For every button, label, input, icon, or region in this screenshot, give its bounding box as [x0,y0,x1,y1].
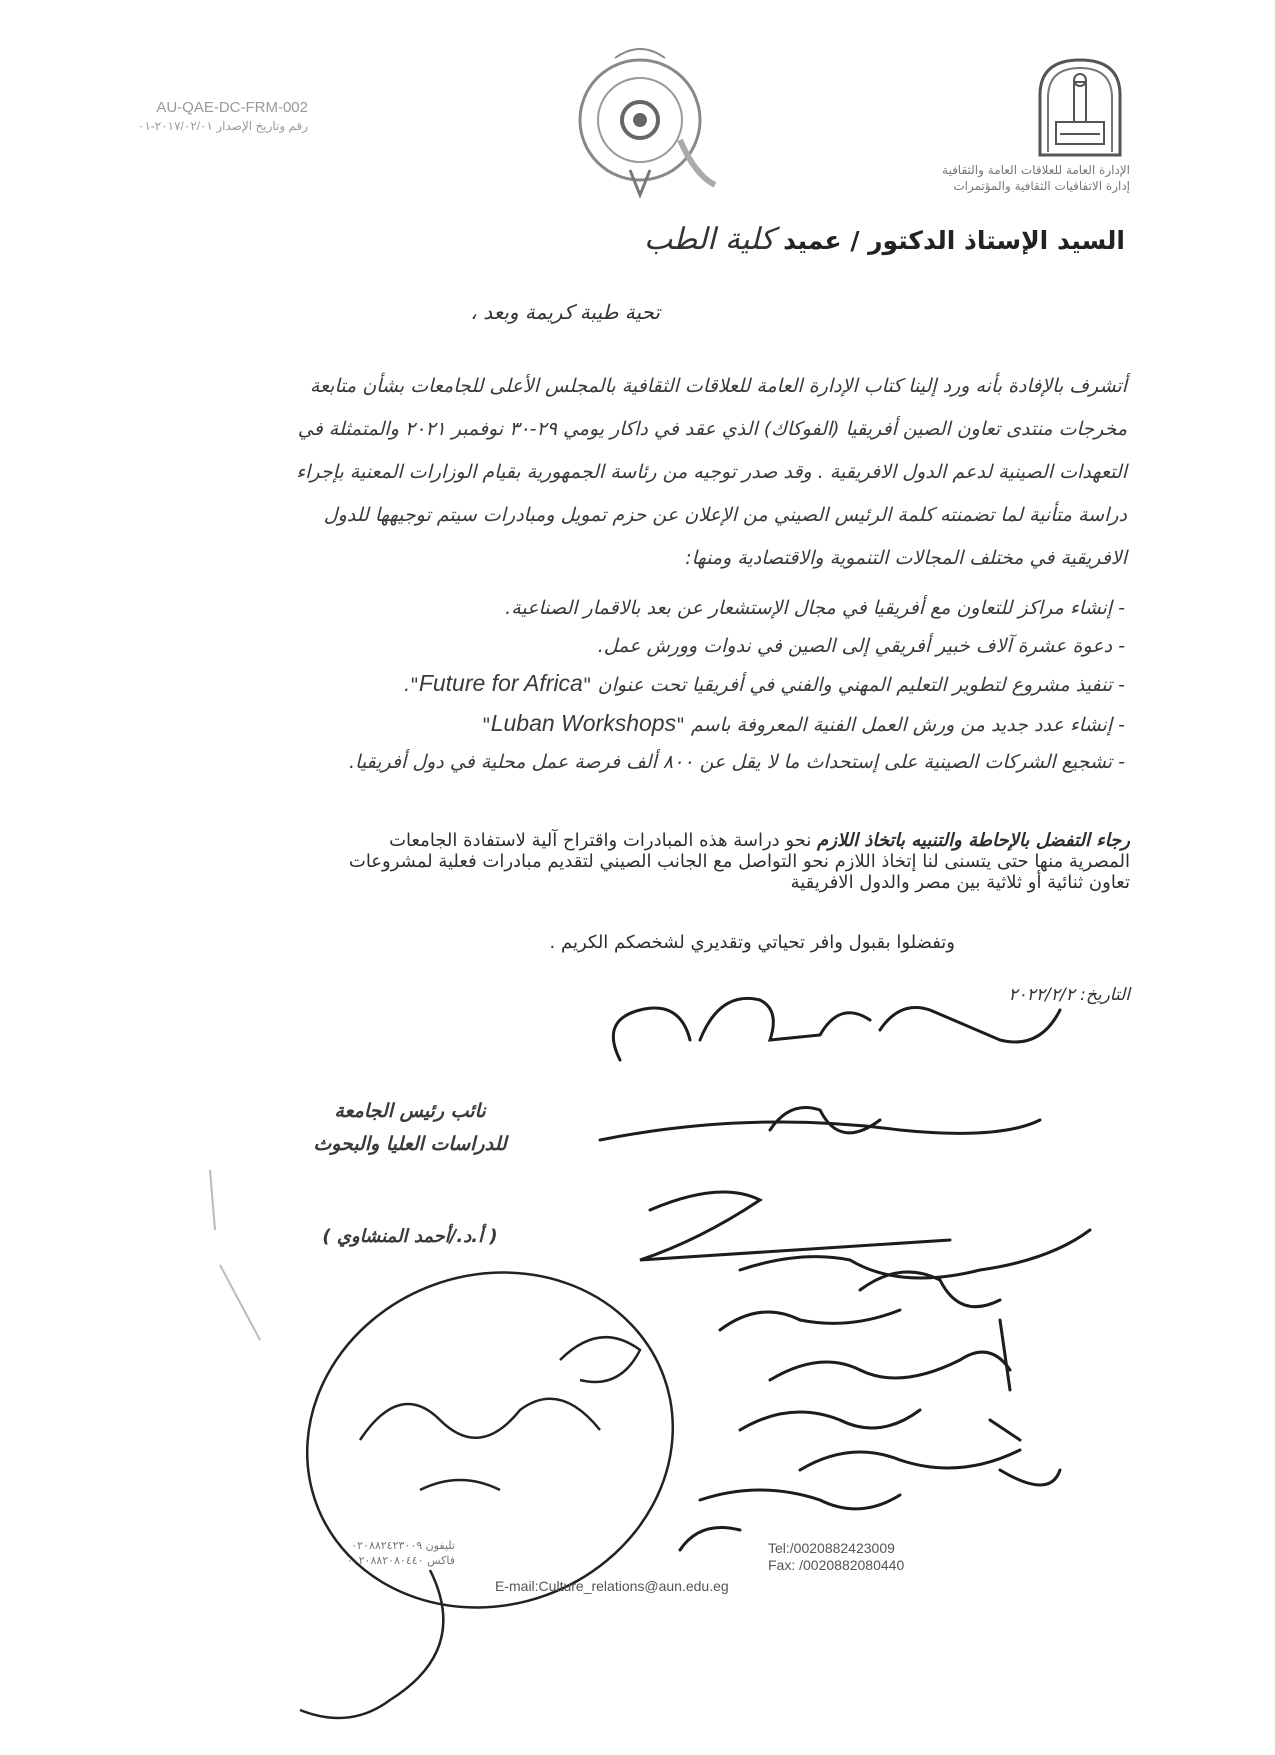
footer-email: E-mail:Culture_relations@aun.edu.eg [495,1578,729,1594]
department-line-1: الإدارة العامة للعلاقات العامة والثقافية [942,163,1130,177]
addressee-handwritten: كلية الطب [643,222,775,257]
list-item: - دعوة عشرة آلاف خبير أفريقي إلى الصين في ندوات وورش عمل. [597,634,1125,657]
list-item: - إنشاء عدد جديد من ورش العمل الفنية المعروفة باسم "Luban Workshops" [481,709,1125,736]
form-issue-date: رقم وتاريخ الإصدار ٢٠١٧/٠٢/٠١-٠١ [137,119,308,133]
signatory-name: ( أ.د./أحمد المنشاوي ) [322,1226,498,1247]
faint-marks [210,1170,260,1340]
closing-line-1: نحو دراسة هذه المبادرات واقتراح آلية لاستفادة الجامعات [389,830,818,851]
footer-tel: Tel:/0020882423009 [768,1540,895,1556]
body-line: الافريقية في مختلف المجالات التنموية والاقتصادية ومنها: [685,547,1127,569]
body-line: التعهدات الصينية لدعم الدول الافريقية . وقد صدر توجيه من رئاسة الجمهورية بقيام الوزارات المعنية بإجراء [296,461,1127,483]
closing-thanks: وتفضلوا بقبول وافر تحياتي وتقديري لشخصكم الكريم . [549,932,955,953]
body-line: مخرجات منتدى تعاون الصين أفريقيا (الفوكاك) الذي عقد في داكار يومي ٢٩-٣٠ نوفمبر ٢٠٢١ والمتمثلة في [297,418,1127,440]
closing-line-2: المصرية منها حتى يتسنى لنا إتخاذ اللازم نحو التواصل مع الجانب الصيني لتقديم مبادرات فعلية لمشروعات [348,851,1130,872]
list-item: - تنفيذ مشروع لتطوير التعليم المهني والفني في أفريقيا تحت عنوان "Future for Africa". [404,670,1125,696]
handwriting-signature [600,998,1090,1550]
closing-line-3: تعاون ثنائية أو ثلاثية بين مصر والدول الافريقية [790,872,1130,893]
signatory-title-line-1: نائب رئيس الجامعة [334,1100,486,1122]
footer-fax: Fax: /0020882080440 [768,1557,905,1573]
letter-date: التاريخ: ٢٠٢٢/٢/٢ [1008,985,1130,1005]
addressee-printed: السيد الإستاذ الدكتور / عميد [783,226,1125,255]
footer-phone-ar: تليفون ٠٢٠٨٨٢٤٢٣٠٠٩ [351,1539,455,1552]
footer-contact [768,1540,1008,1574]
closing-emphasis: رجاء التفضل بالإحاطة والتنبيه باتخاذ اللازم [817,830,1130,851]
form-code: AU-QAE-DC-FRM-002 [156,99,308,116]
greeting: تحية طيبة كريمة وبعد ، [470,300,660,324]
footer-contact-arabic [330,1538,455,1568]
signatory-title-line-2: للدراسات العليا والبحوث [313,1133,507,1155]
footer-fax-ar: فاكس ٠٠٢٠٨٨٢٠٨٠٤٤٠ [346,1554,455,1567]
department-line-2: إدارة الاتفاقيات الثقافية والمؤتمرات [953,179,1130,193]
handwriting-stamp-signature [260,1222,721,1718]
body-line: دراسة متأنية لما تضمنته كلمة الرئيس الصيني من الإعلان عن حزم تمويل ومبادرات سيتم توجيهها للدول [323,504,1127,526]
list-item: - تشجيع الشركات الصينية على إستحداث ما لا يقل عن ٨٠٠ ألف فرصة عمل محلية في دول أفريقيا. [348,751,1125,773]
list-item: - إنشاء مراكز للتعاون مع أفريقيا في مجال الإستشعار عن بعد بالاقمار الصناعية. [505,597,1125,619]
body-line: أتشرف بالإفادة بأنه ورد إلينا كتاب الإدارة العامة للعلاقات الثقافية بالمجلس الأعلى للجامعات بشأن متابعة [309,375,1127,397]
